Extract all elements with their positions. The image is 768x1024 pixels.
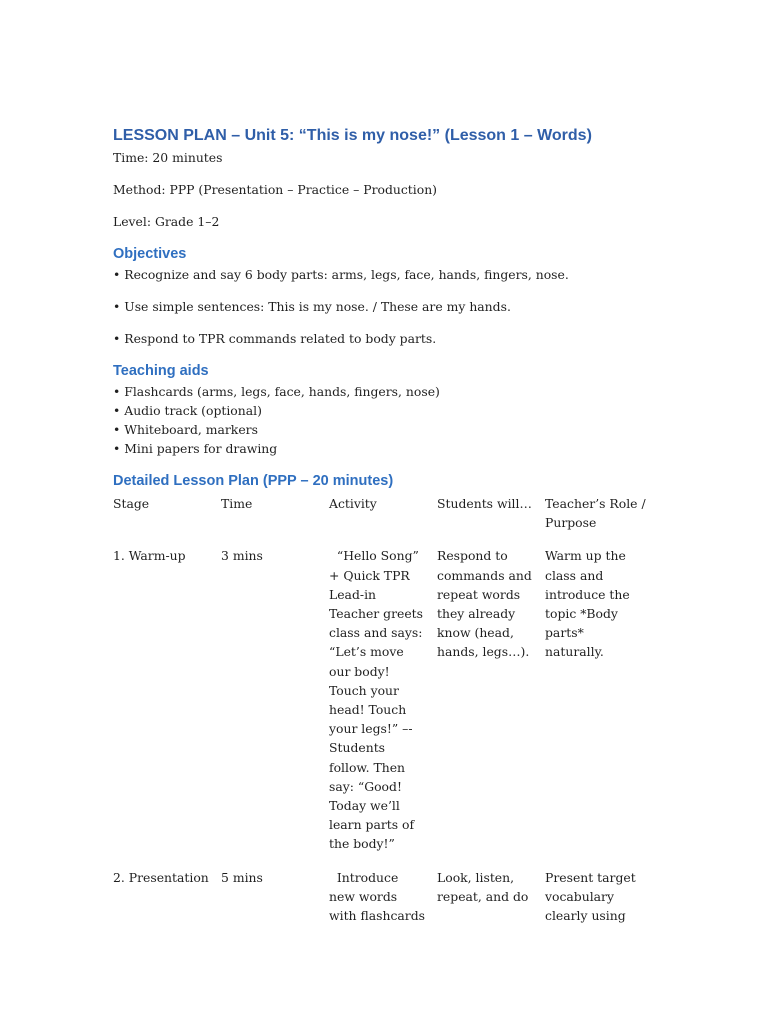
column-header-activity: Activity (329, 496, 377, 511)
meta-level: Level: Grade 1–2 (113, 214, 220, 229)
cell-teacher: Present target vocabulary clearly using (545, 869, 636, 924)
meta-method: Method: PPP (Presentation – Practice – Production) (113, 182, 438, 197)
cell-time: 5 mins (221, 869, 263, 885)
table-row (113, 546, 653, 853)
cell-stage: 1. Warm-up (113, 548, 186, 564)
document-page (113, 124, 653, 925)
lesson-plan-heading: Detailed Lesson Plan (PPP – 20 minutes) (113, 473, 394, 489)
cell-activity: Introduce new words with flashcards (329, 869, 425, 924)
cell-students: Look, listen, repeat, and do (437, 869, 529, 904)
objective-item: • Use simple sentences: This is my nose. / These are my hands. (113, 299, 511, 314)
cell-students: Respond to commands and repeat words they already know (head, hands, legs…). (437, 548, 532, 660)
aid-item: • Mini papers for drawing (113, 441, 278, 456)
document-title: LESSON PLAN – Unit 5: “This is my nose!” (Lesson 1 – Words) (113, 127, 592, 144)
aid-item: • Whiteboard, markers (113, 422, 258, 437)
column-header-teacher: Teacher’s Role / Purpose (545, 496, 646, 531)
cell-teacher: Warm up the class and introduce the topic *Body parts* naturally. (545, 548, 630, 660)
column-header-students: Students will… (437, 496, 532, 511)
objective-item: • Respond to TPR commands related to body parts. (113, 331, 437, 346)
table-header-row (113, 494, 653, 532)
objectives-heading: Objectives (113, 246, 187, 262)
cell-stage: 2. Presentation (113, 869, 209, 885)
column-header-stage: Stage (113, 496, 150, 511)
teaching-aids-heading: Teaching aids (113, 363, 209, 379)
lesson-plan-table (113, 494, 653, 925)
cell-activity: “Hello Song” + Quick TPR Lead-in Teacher greets class and says: “Let’s move our body! Touch your head! Touch your legs!” –- Students follow. Then say: “Good! Today we’ll learn parts of the body!” (329, 548, 427, 852)
meta-time: Time: 20 minutes (113, 150, 223, 165)
aid-item: • Audio track (optional) (113, 403, 262, 418)
aid-item: • Flashcards (arms, legs, face, hands, fingers, nose) (113, 384, 440, 399)
cell-time: 3 mins (221, 548, 263, 564)
column-header-time: Time (221, 496, 253, 511)
objective-item: • Recognize and say 6 body parts: arms, legs, face, hands, fingers, nose. (113, 267, 569, 282)
table-row (113, 868, 653, 926)
